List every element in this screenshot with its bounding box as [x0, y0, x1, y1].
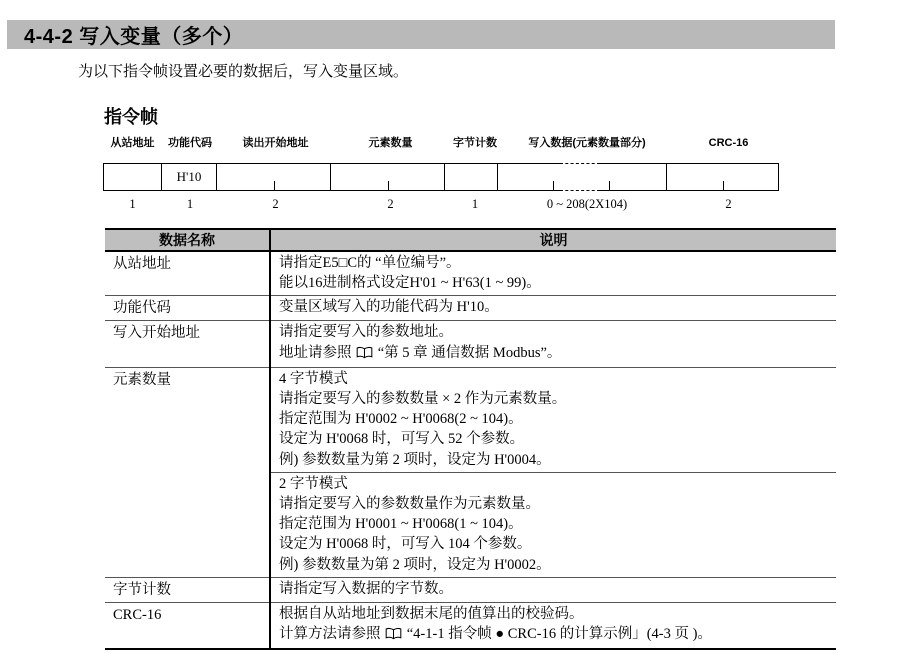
- frame-field-label: 字节计数: [453, 137, 497, 149]
- frame-field-byte-count: 1: [129, 197, 136, 211]
- description-line: [279, 343, 830, 365]
- frame-field-labels-row: [103, 137, 803, 150]
- row-label: 从站地址: [105, 251, 270, 296]
- table-row: [105, 251, 836, 296]
- frame-field-box: [103, 163, 162, 191]
- frame-boxes-row: [103, 163, 803, 191]
- frame-field-label: 从站地址: [110, 137, 155, 149]
- intro-text: 为以下指令帧设置必要的数据后，写入变量区域。: [78, 64, 409, 80]
- row-label: 功能代码: [105, 296, 270, 321]
- frame-field-byte-count: 1: [186, 197, 194, 211]
- frame-field-byte-count: 1: [471, 197, 479, 211]
- description-line: [279, 555, 830, 575]
- table-header-data-name: 数据名称: [105, 229, 270, 251]
- table-row: [105, 602, 836, 649]
- description-section: [271, 296, 836, 319]
- description-section: [271, 368, 836, 472]
- frame-field-label: 读出开始地址: [242, 137, 309, 149]
- frame-field-box: [330, 163, 445, 191]
- description-line: [279, 429, 830, 449]
- frame-field-box: [161, 163, 217, 191]
- frame-field-label: 元素数量: [368, 137, 413, 149]
- description-line: [279, 494, 830, 514]
- description-section: [271, 252, 836, 295]
- description-text: 请指定要写入的参数数量作为元素数量。: [279, 496, 540, 513]
- description-line: [279, 534, 830, 554]
- description-text: 设定为 H'0068 时，可写入 52 个参数。: [279, 431, 525, 448]
- row-description: [270, 296, 836, 321]
- frame-field-label: 功能代码: [168, 137, 212, 149]
- description-text: 计算方法请参照: [279, 626, 385, 643]
- description-text: 2 字节模式: [279, 475, 348, 492]
- description-section: [271, 603, 836, 648]
- frame-field-byte-count: 2: [272, 197, 279, 211]
- description-line: [279, 474, 830, 494]
- frame-heading: 指令帧: [104, 107, 158, 127]
- description-section: [271, 578, 836, 601]
- frame-field-value: H'10: [176, 169, 202, 184]
- description-line: [279, 297, 830, 317]
- row-label: 元素数量: [105, 367, 270, 577]
- table-header-description: 说明: [270, 229, 836, 251]
- table-row: [105, 367, 836, 577]
- manual-book-icon: [385, 626, 402, 646]
- row-description: [270, 321, 836, 367]
- byte-divider-tick: [388, 181, 389, 190]
- description-text: “第 5 章 通信数据 Modbus”。: [374, 344, 562, 361]
- description-line: [279, 369, 830, 389]
- frame-field-box: [666, 163, 779, 191]
- description-text: 变量区域写入的功能代码为 H'10。: [279, 299, 499, 316]
- description-line: [279, 579, 830, 599]
- frame-field-byte-count: 2: [725, 197, 732, 211]
- byte-divider-tick: [723, 181, 724, 190]
- frame-field-box: [444, 163, 498, 191]
- description-text: 例) 参数数量为第 2 项时，设定为 H'0004。: [279, 451, 551, 468]
- row-label: 字节计数: [105, 577, 270, 602]
- table-row: [105, 296, 836, 321]
- manual-book-icon: [356, 345, 373, 365]
- frame-field-label: CRC-16: [708, 137, 749, 149]
- description-section: [271, 321, 836, 366]
- byte-divider-tick: [553, 181, 554, 190]
- byte-divider-tick: [274, 181, 275, 190]
- row-description: [270, 577, 836, 602]
- section-title-bar: [7, 20, 835, 49]
- frame-byte-counts-row: [103, 197, 803, 212]
- row-label: 写入开始地址: [105, 321, 270, 367]
- description-text: 例) 参数数量为第 2 项时，设定为 H'0002。: [279, 556, 551, 573]
- description-text: 请指定要写入的参数数量 × 2 作为元素数量。: [279, 391, 567, 408]
- description-text: 地址请参照: [279, 344, 356, 361]
- description-text: 4 字节模式: [279, 370, 348, 387]
- description-text: 根据自从站地址到数据末尾的值算出的校验码。: [279, 605, 584, 622]
- row-description: [270, 602, 836, 649]
- description-line: [279, 624, 830, 646]
- table-header-row: [105, 229, 836, 251]
- description-line: [279, 322, 830, 342]
- frame-field-box: [497, 163, 667, 191]
- description-line: [279, 450, 830, 470]
- row-label: CRC-16: [105, 602, 270, 649]
- description-text: 能以16进制格式设定H'01 ~ H'63(1 ~ 99)。: [279, 275, 541, 292]
- description-text: 指定范围为 H'0001 ~ H'0068(1 ~ 104)。: [279, 516, 523, 533]
- row-description: [270, 367, 836, 577]
- description-line: [279, 389, 830, 409]
- description-text: 设定为 H'0068 时，可写入 104 个参数。: [279, 536, 532, 553]
- table-row: [105, 321, 836, 367]
- table-row: [105, 577, 836, 602]
- description-line: [279, 514, 830, 534]
- frame-field-box: [216, 163, 331, 191]
- frame-field-byte-count: 2: [387, 197, 394, 211]
- variable-length-gap: [560, 163, 600, 191]
- frame-field-byte-count: 0 ~ 208(2X104): [546, 197, 628, 211]
- description-line: [279, 253, 830, 273]
- description-text: 请指定要写入的参数地址。: [279, 324, 453, 341]
- data-table: [105, 228, 836, 650]
- row-description: [270, 251, 836, 296]
- section-title: 4-4-2 写入变量（多个）: [24, 26, 244, 48]
- description-line: [279, 409, 830, 429]
- description-section: [271, 472, 836, 577]
- description-text: 指定范围为 H'0002 ~ H'0068(2 ~ 104)。: [279, 411, 523, 428]
- byte-divider-tick: [609, 181, 610, 190]
- description-text: 请指定写入数据的字节数。: [279, 580, 453, 597]
- description-line: [279, 273, 830, 293]
- command-frame-diagram: [103, 137, 803, 212]
- description-text: 请指定E5□C的 “单位编号”。: [279, 255, 461, 271]
- description-line: [279, 604, 830, 624]
- description-text: “4-1-1 指令帧 ● CRC-16 的计算示例」(4-3 页 )。: [403, 626, 712, 643]
- frame-field-label: 写入数据(元素数量部分): [528, 137, 646, 149]
